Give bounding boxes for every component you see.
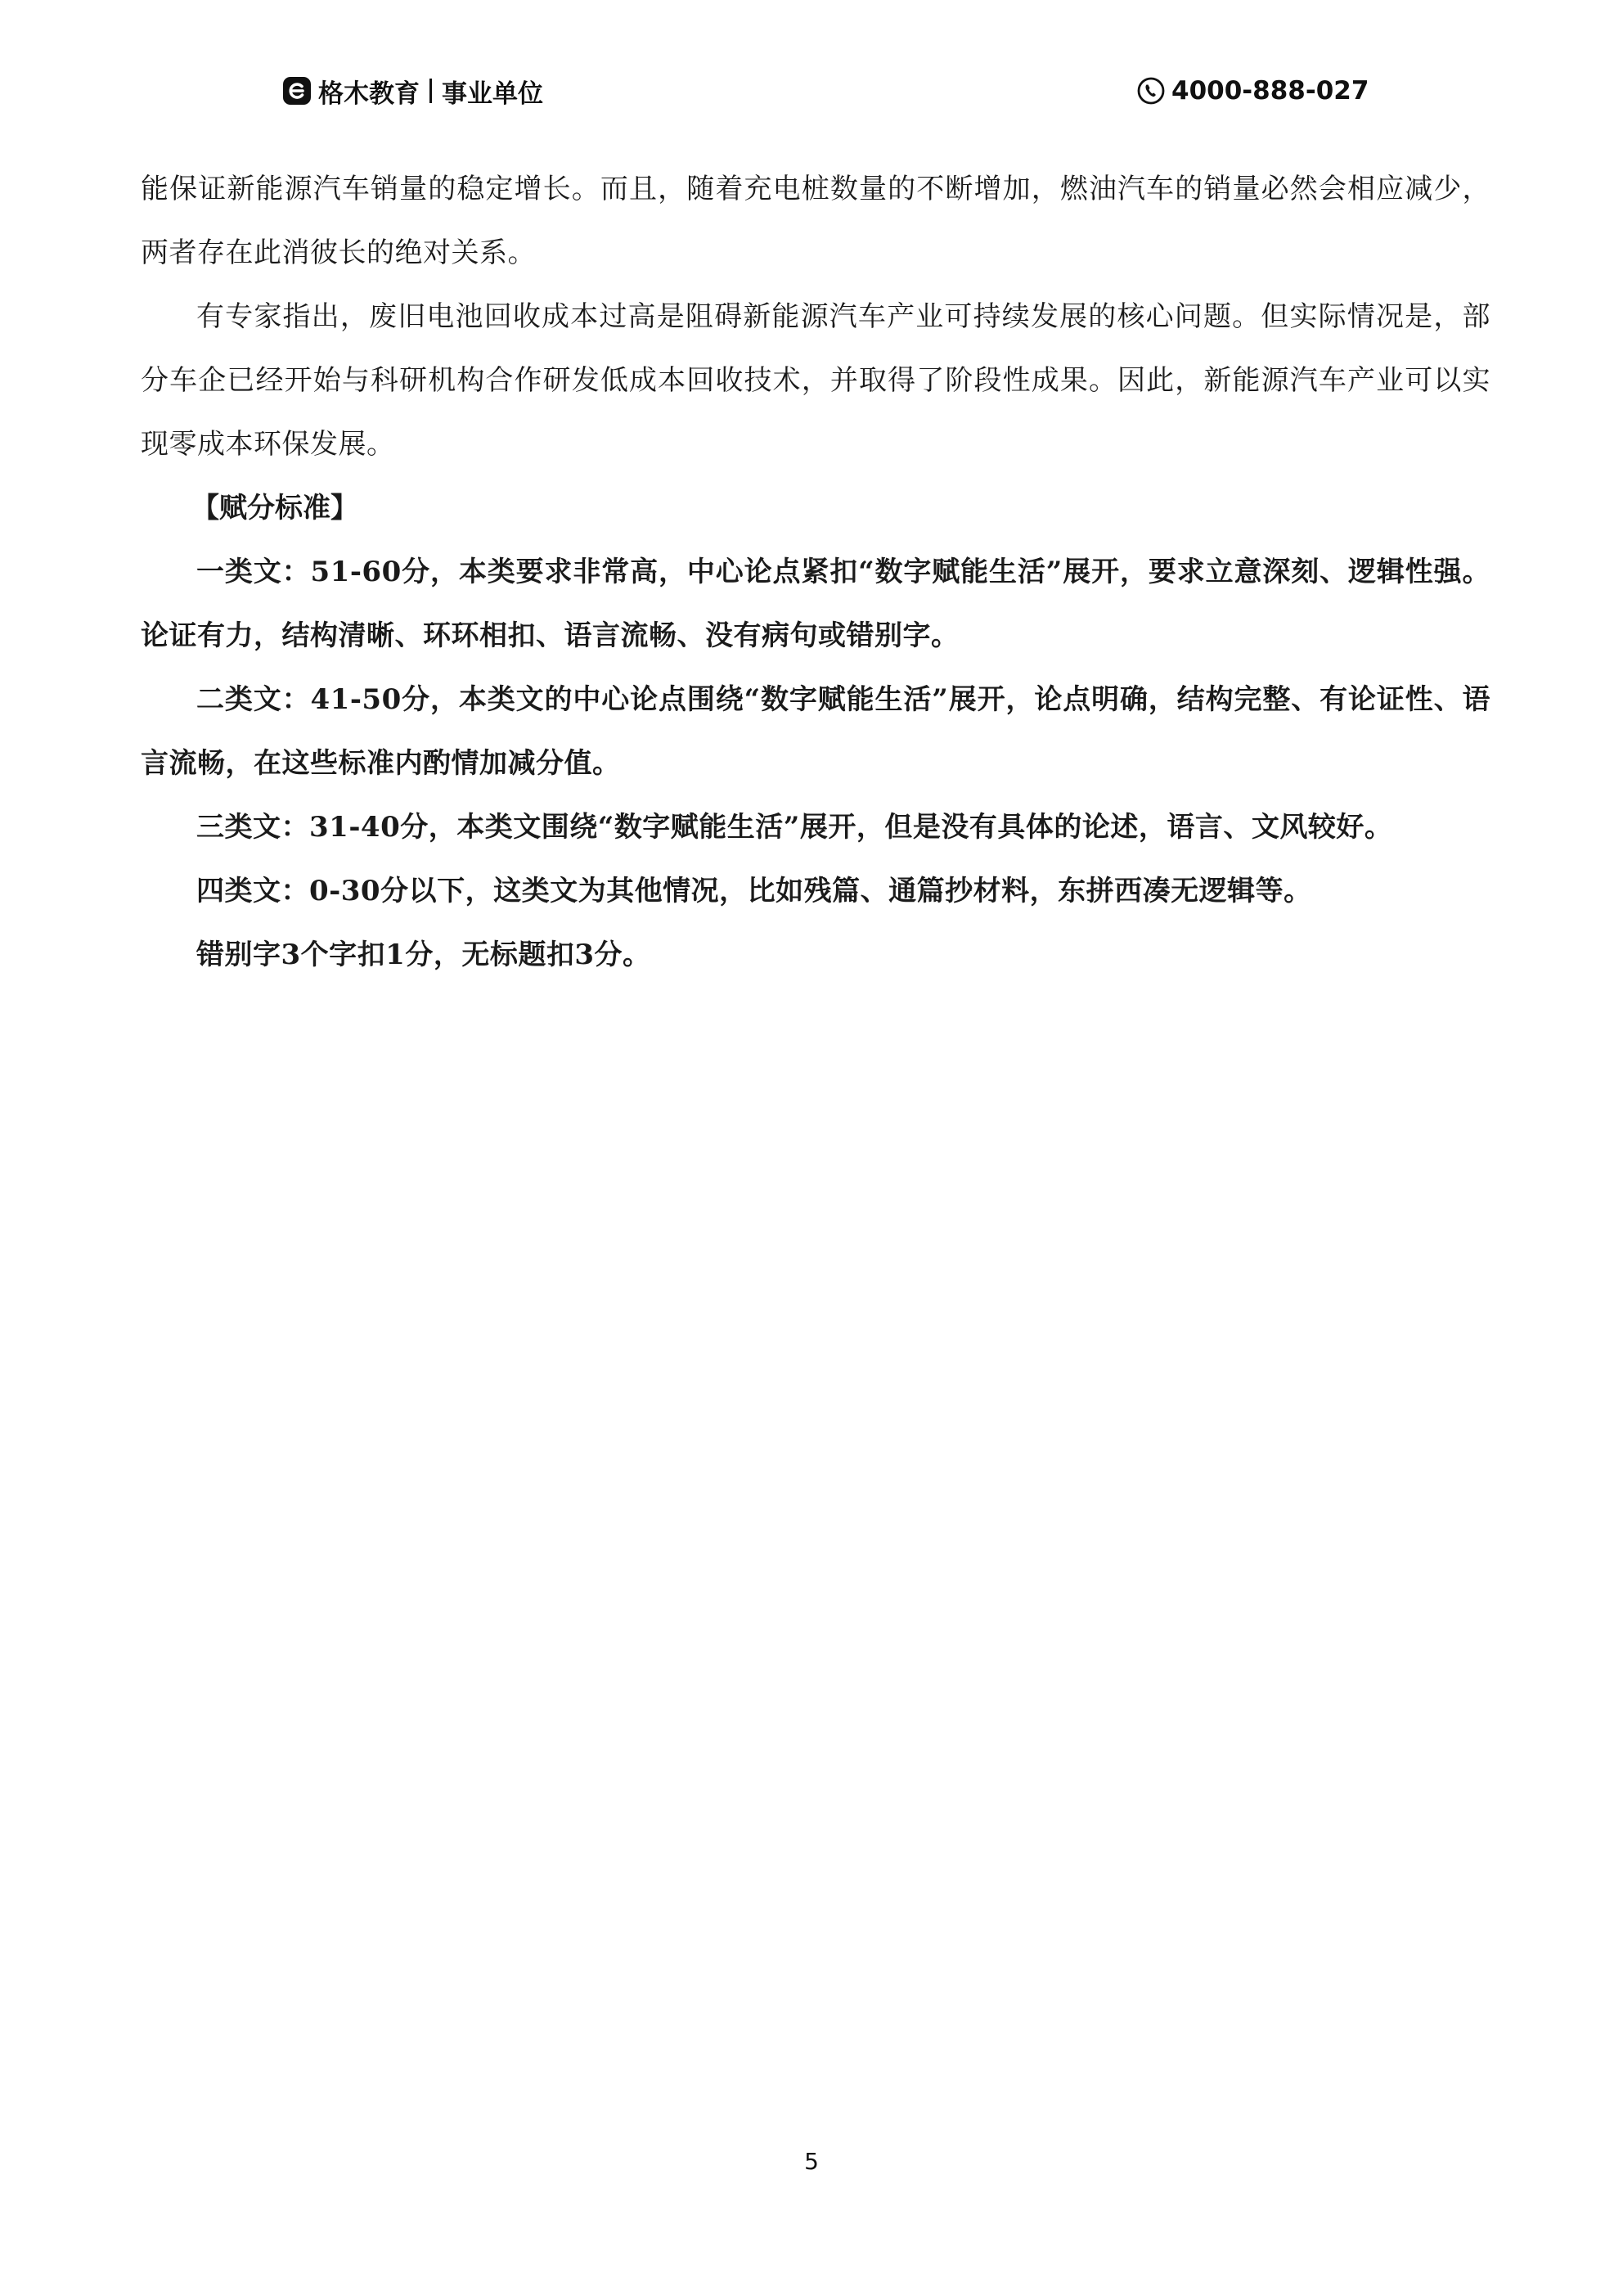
phone-block (1137, 72, 1369, 110)
phone-number: 4000-888-027 (1171, 76, 1369, 106)
document-body (141, 157, 1490, 987)
brand-divider (429, 79, 432, 103)
scoring-typo-rule: 错别字3个字扣1分，无标题扣3分。 (196, 939, 651, 971)
brand-name: 格木教育 (318, 79, 420, 109)
brand-logo-icon (282, 76, 312, 106)
scoring-class-1: 一类文：51-60分，本类要求非常高，中心论点紧扣“数字赋能生活”展开，要求立意深刻、逻辑性强。论证有力，结构清晰、环环相扣、语言流畅、没有病句或错别字。 (141, 556, 1490, 652)
body-paragraph-1: 能保证新能源汽车销量的稳定增长。而且，随着充电桩数量的不断增加，燃油汽车的销量必然会相应减少，两者存在此消彼长的绝对关系。 (141, 173, 1490, 269)
page-header (0, 0, 1623, 131)
phone-icon (1137, 77, 1165, 105)
page-number: 5 (804, 2148, 819, 2175)
brand-block (282, 72, 543, 110)
scoring-class-4: 四类文：0-30分以下，这类文为其他情况，比如残篇、通篇抄材料，东拼西凑无逻辑等。 (196, 875, 1312, 907)
scoring-title: 【赋分标准】 (191, 492, 358, 524)
scoring-class-2: 二类文：41-50分，本类文的中心论点围绕“数字赋能生活”展开，论点明确，结构完整、有论证性、语言流畅，在这些标准内酌情加减分值。 (141, 683, 1490, 780)
scoring-class-3: 三类文：31-40分，本类文围绕“数字赋能生活”展开，但是没有具体的论述，语言、文风较好。 (196, 811, 1393, 844)
body-paragraph-2: 有专家指出，废旧电池回收成本过高是阻碍新能源汽车产业可持续发展的核心问题。但实际情况是，部分车企已经开始与科研机构合作研发低成本回收技术，并取得了阶段性成果。因此，新能源汽车产业可以实现零成本环保发展。 (141, 300, 1490, 461)
brand-channel: 事业单位 (442, 79, 543, 109)
